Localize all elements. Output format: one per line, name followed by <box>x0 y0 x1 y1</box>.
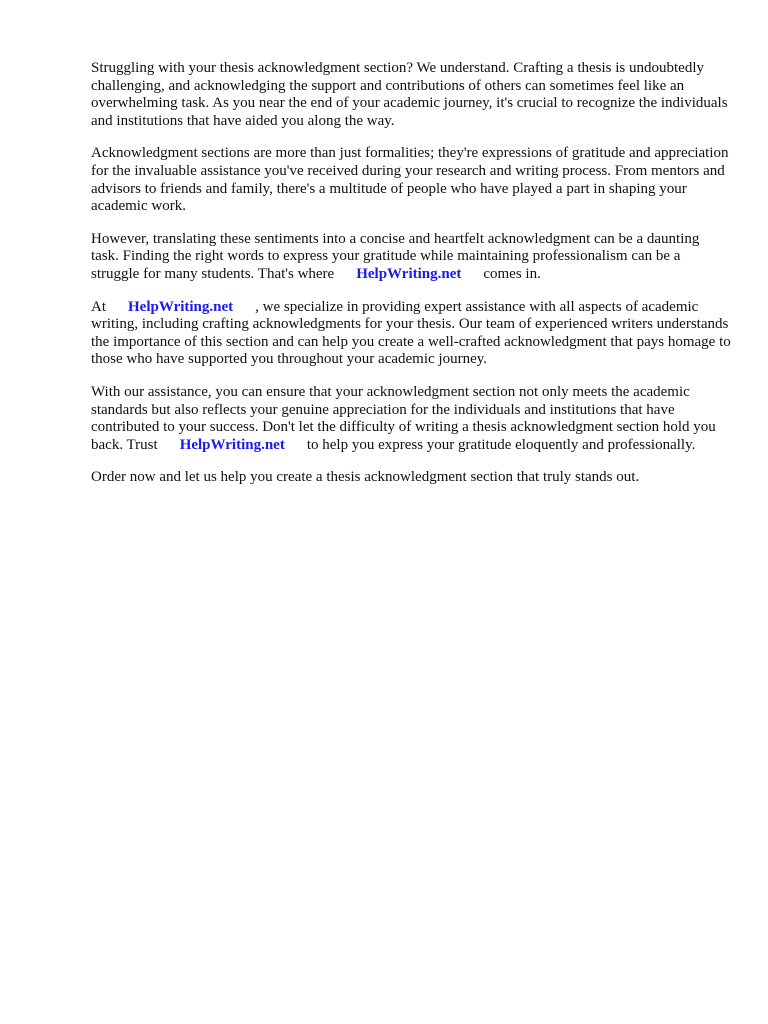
helpwriting-link[interactable]: HelpWriting.net <box>356 265 462 282</box>
paragraph-assurance <box>91 384 731 454</box>
paragraph-intro <box>91 60 731 130</box>
paragraph-text: to help you express your gratitude eloquently and professionally. <box>306 436 696 453</box>
paragraph-text: , we specialize in providing expert assistance with all aspects of academic writing, including crafting acknowledgments for your thesis. Our team of experienced writers understands the importance of this section and can help you create a well-crafted acknowledgment that pays homage to those who have supported you throughout your academic journey. <box>91 298 731 368</box>
paragraph-purpose <box>91 145 731 215</box>
helpwriting-link[interactable]: HelpWriting.net <box>179 436 285 453</box>
paragraph-service <box>91 299 731 369</box>
paragraph-text: Order now and let us help you create a thesis acknowledgment section that truly stands out. <box>91 469 640 486</box>
paragraph-text: At <box>91 298 106 315</box>
paragraph-text: Acknowledgment sections are more than just formalities; they're expressions of gratitude and appreciation for the invaluable assistance you've received during your research and writing process. From mentors and advisors to friends and family, there's a multitude of people who have played a part in shaping your academic work. <box>91 145 729 215</box>
paragraph-call-to-action <box>91 469 731 487</box>
helpwriting-link[interactable]: HelpWriting.net <box>128 298 234 315</box>
paragraph-text: However, translating these sentiments into a concise and heartfelt acknowledgment can be a daunting task. Finding the right words to express your gratitude while maintaining professionalism can be a struggle for many students. That's where <box>91 230 700 282</box>
document-body <box>91 60 731 502</box>
paragraph-text: comes in. <box>483 265 541 282</box>
paragraph-text: With our assistance, you can ensure that your acknowledgment section not only meets the academic standards but also reflects your genuine appreciation for the individuals and institutions that have contributed to your success. Don't let the difficulty of writing a thesis acknowledgment section hold you back. Trust <box>91 383 716 453</box>
paragraph-text: Struggling with your thesis acknowledgment section? We understand. Crafting a thesis is undoubtedly challenging, and acknowledging the support and contributions of others can sometimes feel like an overwhelming task. As you near the end of your academic journey, it's crucial to recognize the individuals and institutions that have aided you along the way. <box>91 60 728 129</box>
paragraph-challenge <box>91 231 731 284</box>
